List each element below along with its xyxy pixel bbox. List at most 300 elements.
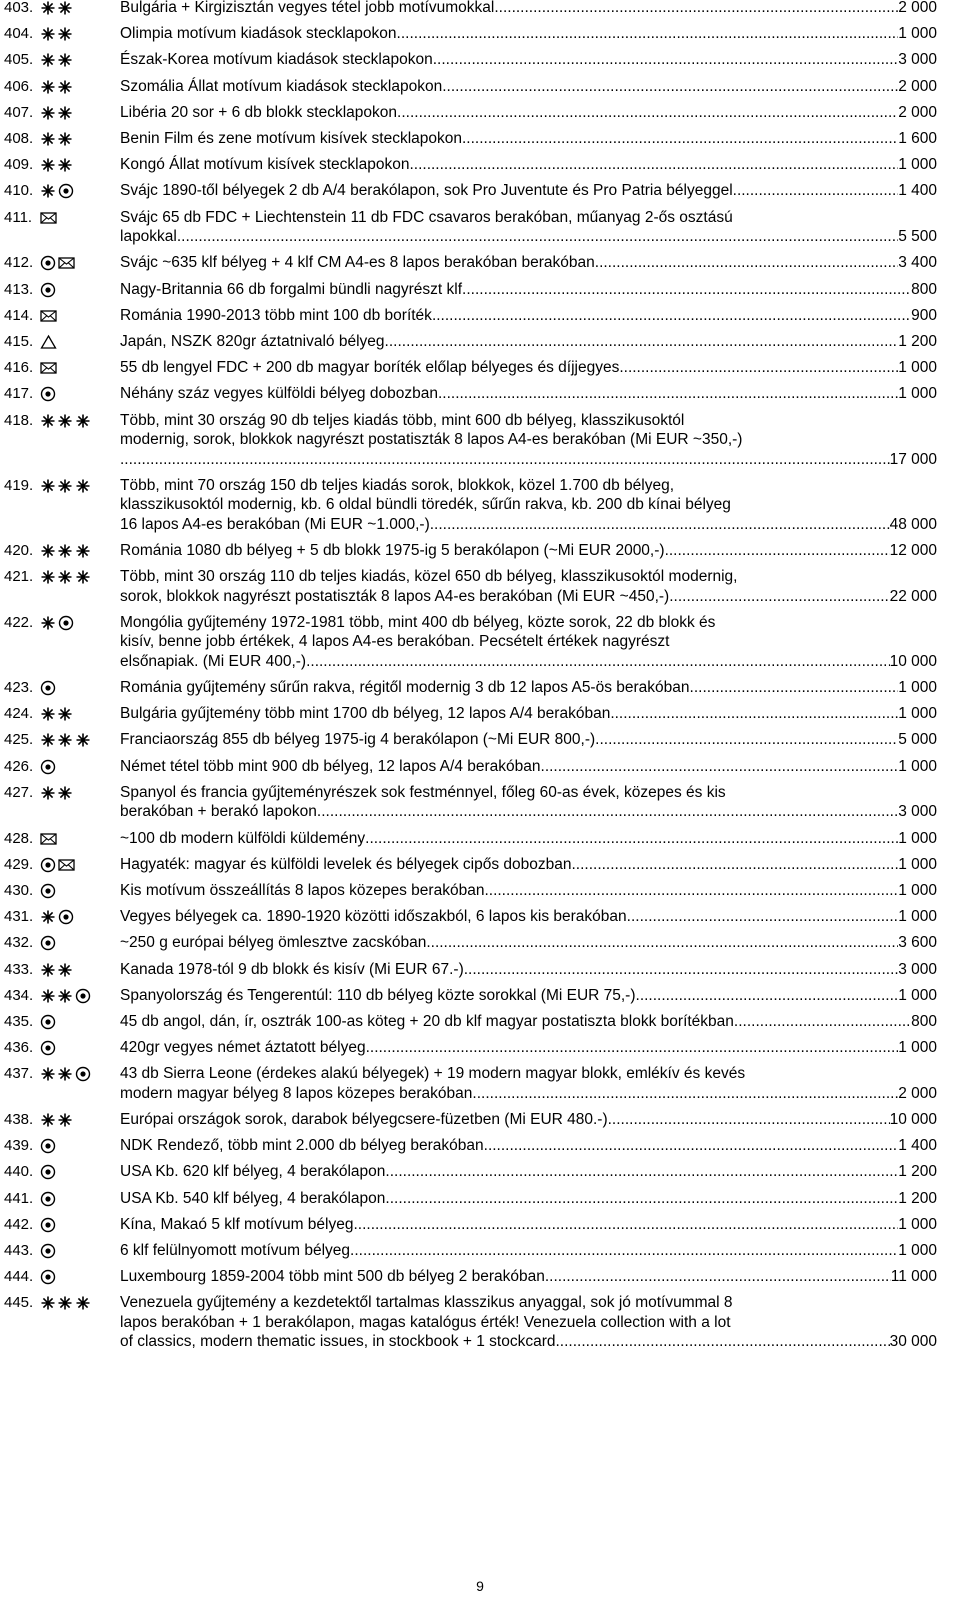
cover-envelope-icon: [40, 360, 58, 376]
used-postmark-icon: [75, 988, 92, 1004]
condition-symbols: [40, 615, 75, 631]
lot-price: 1 000: [898, 1242, 937, 1259]
lot-number: 410.: [4, 182, 34, 200]
lot-number: 423.: [4, 679, 34, 696]
mint-never-hinged-icon: [40, 131, 74, 147]
lot-number: 412.: [4, 254, 34, 272]
lot-price: 1 200: [898, 1163, 937, 1181]
lot-description: [120, 476, 937, 535]
dot-leader: [438, 384, 898, 404]
condition-symbols: [40, 52, 74, 68]
lot-price: 1 000: [898, 881, 937, 899]
lot-price: 2 000: [898, 0, 937, 16]
used-postmark-icon: [40, 759, 57, 775]
used-postmark-icon: [40, 386, 57, 402]
description-line: Nagy-Britannia 66 db forgalmi bündli nagyrészt klf: [120, 280, 463, 298]
description-line: Románia 1080 db bélyeg + 5 db blokk 1975-ig 5 berakólapon (~Mi EUR 2000,-): [120, 541, 665, 559]
description-line: berakóban + berakó lapokon: [120, 803, 317, 821]
condition-symbols: [40, 1014, 57, 1030]
lot-price: 12 000: [889, 541, 937, 559]
lot-description: [120, 1110, 937, 1130]
lot-description: [120, 253, 937, 273]
lot-price: 2 000: [898, 103, 937, 121]
lot-number: 438.: [4, 1111, 34, 1128]
description-line: Szomália Állat motívum kiadások stecklapokon: [120, 77, 443, 95]
dot-leader: [472, 1084, 898, 1104]
mint-hinged-icon: [75, 732, 92, 748]
dot-leader: [608, 1110, 890, 1130]
description-line: Európai országok sorok, darabok bélyegcsere-füzetben (Mi EUR 480.-): [120, 1111, 608, 1128]
description-line: Románia gyűjtemény sűrűn rakva, régitől modernig 3 db 12 lapos A5-ös berakóban: [120, 679, 690, 696]
used-postmark-icon: [58, 183, 75, 199]
condition-symbols: [40, 680, 57, 696]
lot-price: 10 000: [889, 652, 937, 670]
lot-number: 433.: [4, 960, 34, 978]
lot-description: [120, 332, 937, 352]
condition-symbols: [40, 1269, 57, 1285]
description-line: 45 db angol, dán, ír, osztrák 100-as köteg + 20 db klf magyar postatiszta blokk borítékban: [120, 1012, 734, 1030]
condition-symbols: [40, 962, 74, 978]
lot-number: 411.: [4, 208, 33, 226]
lot-price: 1 400: [898, 1137, 937, 1155]
lot-description: [120, 829, 937, 849]
condition-symbols: [40, 157, 74, 173]
description-line: Kína, Makaó 5 klf motívum bélyeg: [120, 1215, 354, 1233]
condition-symbols: [40, 988, 92, 1004]
lot-price: 3 000: [898, 960, 937, 978]
mint-hinged-icon: [40, 183, 57, 199]
lot-number: 425.: [4, 731, 34, 749]
lot-number: 403.: [4, 0, 34, 16]
dot-leader: [665, 541, 890, 561]
description-line: USA Kb. 620 klf bélyeg, 4 berakólapon: [120, 1163, 386, 1181]
mint-never-hinged-icon: [40, 79, 74, 95]
lot-price: 800: [911, 1012, 937, 1030]
lot-price: 800: [911, 280, 937, 298]
dot-leader: [317, 802, 898, 822]
dot-leader: [484, 1136, 899, 1156]
dot-leader: [409, 155, 898, 175]
condition-symbols: [40, 706, 74, 722]
lot-description: [120, 1012, 937, 1032]
lot-number: 439.: [4, 1137, 34, 1155]
condition-symbols: [40, 935, 57, 951]
lot-price: 1 000: [898, 986, 937, 1004]
cover-envelope-icon: [58, 255, 76, 271]
lot-number: 434.: [4, 986, 34, 1004]
description-line: Észak-Korea motívum kiadások stecklapokon: [120, 51, 433, 69]
condition-symbols: [40, 0, 74, 16]
mint-never-hinged-icon: [40, 105, 74, 121]
condition-symbols: [40, 831, 58, 847]
dot-leader: [619, 358, 898, 378]
condition-symbols: [40, 1112, 74, 1128]
dot-leader: [120, 450, 890, 470]
lot-description: [120, 1038, 937, 1058]
used-postmark-icon: [40, 935, 57, 951]
description-line: Benin Film és zene motívum kisívek stecklapokon: [120, 130, 462, 147]
cover-envelope-icon: [40, 831, 58, 847]
lot-price: 1 200: [898, 332, 937, 350]
description-line: 43 db Sierra Leone (érdekes alakú bélyegek) + 19 modern magyar blokk, emlékív és kevés: [120, 1065, 746, 1083]
lot-number: 431.: [4, 908, 34, 926]
used-postmark-icon: [40, 1191, 57, 1207]
lot-description: [120, 541, 937, 561]
lot-price: 48 000: [889, 515, 937, 533]
dot-leader: [426, 933, 898, 953]
lot-price: 900: [911, 306, 937, 324]
description-line: 16 lapos A4-es berakóban (Mi EUR ~1.000,-): [120, 515, 430, 533]
used-postmark-icon: [40, 1138, 57, 1154]
description-line: Mongólia gyűjtemény 1972-1981 több, mint 400 db bélyeg, közte sorok, 22 db blokk és: [120, 613, 716, 631]
description-line: Svájc 65 db FDC + Liechtenstein 11 db FDC csavaros berakóban, műanyag 2-ős osztású: [120, 208, 733, 226]
no-gum-triangle-icon: [40, 334, 57, 350]
condition-symbols: [40, 1138, 57, 1154]
lot-price: 1 600: [898, 130, 937, 147]
lot-number: 443.: [4, 1242, 34, 1259]
description-line: Kanada 1978-tól 9 db blokk és kisív (Mi EUR 67.-): [120, 960, 464, 978]
mint-never-hinged-icon: [40, 478, 74, 494]
description-line: NDK Rendező, több mint 2.000 db bélyeg berakóban: [120, 1137, 484, 1155]
description-line: Hagyaték: magyar és külföldi levelek és bélyegek cipős dobozban: [120, 855, 572, 873]
condition-symbols: [40, 255, 76, 271]
used-postmark-icon: [40, 1217, 57, 1233]
dot-leader: [494, 0, 898, 18]
condition-symbols: [40, 26, 74, 42]
lot-description: [120, 411, 937, 470]
lot-price: 1 000: [898, 1039, 937, 1057]
lot-description: [120, 613, 937, 672]
lot-price: 5 000: [898, 731, 937, 749]
condition-symbols: [40, 210, 58, 226]
dot-leader: [595, 253, 898, 273]
description-line: modern magyar bélyeg 8 lapos közepes berakóban: [120, 1084, 473, 1102]
condition-symbols: [40, 282, 57, 298]
lot-number: 442.: [4, 1215, 34, 1233]
lot-description: [120, 783, 937, 822]
description-line: sorok, blokkok nagyrészt postatiszták 8 lapos A4-es berakóban (Mi EUR ~450,-): [120, 587, 670, 605]
used-postmark-icon: [40, 1040, 57, 1056]
description-line: Luxembourg 1859-2004 több mint 500 db bélyeg 2 berakóban: [120, 1268, 545, 1286]
mint-hinged-icon: [75, 478, 92, 494]
description-line: Japán, NSZK 820gr áztatnivaló bélyeg: [120, 332, 385, 350]
lot-description: [120, 24, 937, 44]
lot-number: 416.: [4, 359, 34, 377]
lot-price: 1 000: [898, 855, 937, 873]
condition-symbols: [40, 183, 75, 199]
lot-number: 407.: [4, 103, 34, 121]
used-postmark-icon: [75, 1066, 92, 1082]
description-line: Svájc ~635 klf bélyeg + 4 klf CM A4-es 8 lapos berakóban berakóban: [120, 254, 595, 272]
dot-leader: [571, 855, 898, 875]
lot-number: 441.: [4, 1189, 34, 1207]
condition-symbols: [40, 857, 76, 873]
dot-leader: [430, 515, 890, 535]
lot-price: 3 400: [898, 254, 937, 272]
lot-number: 426.: [4, 757, 34, 775]
lot-number: 424.: [4, 705, 34, 723]
mint-never-hinged-icon: [40, 0, 74, 16]
description-line: Több, mint 30 ország 110 db teljes kiadás, közel 650 db bélyeg, klasszikusoktól modernig,: [120, 568, 738, 586]
lot-price: 3 000: [898, 51, 937, 69]
condition-symbols: [40, 1066, 92, 1082]
lot-number: 406.: [4, 77, 34, 95]
lot-description: [120, 757, 937, 777]
description-line: Bulgária + Kirgizisztán vegyes tétel jobb motívumokkal: [120, 0, 495, 16]
lot-number: 421.: [4, 568, 34, 586]
condition-symbols: [40, 1040, 57, 1056]
lot-number: 409.: [4, 156, 34, 174]
used-postmark-icon: [40, 680, 57, 696]
dot-leader: [464, 960, 898, 980]
lot-price: 22 000: [889, 587, 937, 605]
lot-number: 428.: [4, 829, 34, 847]
condition-symbols: [40, 569, 92, 585]
dot-leader: [365, 829, 898, 849]
dot-leader: [690, 678, 899, 698]
dot-leader: [541, 757, 899, 777]
description-line: Libéria 20 sor + 6 db blokk stecklapokon: [120, 103, 398, 121]
condition-symbols: [40, 1164, 57, 1180]
lot-description: [120, 103, 937, 123]
description-line: Románia 1990-2013 több mint 100 db boríték: [120, 306, 432, 324]
lot-number: 440.: [4, 1163, 34, 1181]
description-line: Spanyol és francia gyűjteményrészek sok festménnyel, főleg 60-as évek, közepes és kis: [120, 783, 726, 801]
lot-price: 2 000: [898, 77, 937, 95]
mint-never-hinged-icon: [40, 157, 74, 173]
dot-leader: [734, 1012, 911, 1032]
lot-description: [120, 1215, 937, 1235]
lot-price: 2 000: [898, 1084, 937, 1102]
description-line: USA Kb. 540 klf bélyeg, 4 berakólapon: [120, 1189, 386, 1207]
lot-description: [120, 881, 937, 901]
dot-leader: [177, 227, 898, 247]
lot-description: [120, 208, 937, 247]
dot-leader: [484, 881, 898, 901]
lot-number: 419.: [4, 476, 34, 494]
condition-symbols: [40, 883, 57, 899]
lot-description: [120, 730, 937, 750]
lot-number: 418.: [4, 411, 34, 429]
lot-price: 1 200: [898, 1189, 937, 1207]
mint-never-hinged-icon: [40, 962, 74, 978]
condition-symbols: [40, 131, 74, 147]
description-line: Néhány száz vegyes külföldi bélyeg dobozban: [120, 385, 438, 403]
condition-symbols: [40, 79, 74, 95]
lot-description: [120, 358, 937, 378]
condition-symbols: [40, 732, 92, 748]
condition-symbols: [40, 1217, 57, 1233]
condition-symbols: [40, 785, 74, 801]
dot-leader: [733, 181, 899, 201]
description-line: 420gr vegyes német áztatott bélyeg: [120, 1039, 366, 1057]
lot-description: [120, 907, 937, 927]
condition-symbols: [40, 105, 74, 121]
lot-description: [120, 0, 937, 18]
description-line: of classics, modern thematic issues, in stockbook + 1 stockcard.: [120, 1333, 560, 1351]
description-line: Kis motívum összeállítás 8 lapos közepes berakóban: [120, 881, 485, 899]
lot-number: 415.: [4, 332, 34, 350]
description-line: lapos berakóban + 1 berakólapon, magas katalógus érték! Venezuela collection with a lot: [120, 1313, 731, 1331]
dot-leader: [306, 652, 890, 672]
page-number: 9: [476, 1578, 484, 1594]
lot-description: [120, 1162, 937, 1182]
dot-leader: [462, 129, 898, 149]
lot-price: 1 000: [898, 757, 937, 775]
lot-price: 1 000: [898, 359, 937, 377]
mint-never-hinged-icon: [40, 52, 74, 68]
description-line: Több, mint 70 ország 150 db teljes kiadás sorok, blokkok, közel 1.700 db bélyeg,: [120, 476, 675, 494]
description-line: Német tétel több mint 900 db bélyeg, 12 lapos A/4 berakóban: [120, 757, 541, 775]
used-postmark-icon: [40, 255, 57, 271]
dot-leader: [560, 1332, 890, 1352]
used-postmark-icon: [40, 883, 57, 899]
condition-symbols: [40, 1243, 57, 1259]
mint-never-hinged-icon: [40, 26, 74, 42]
lot-description: [120, 1064, 937, 1103]
dot-leader: [636, 986, 899, 1006]
condition-symbols: [40, 360, 58, 376]
cover-envelope-icon: [58, 857, 76, 873]
lot-price: 3 600: [898, 934, 937, 952]
dot-leader: [432, 306, 911, 326]
description-line: Vegyes bélyegek ca. 1890-1920 közötti időszakból, 6 lapos kis berakóban: [120, 908, 627, 926]
cover-envelope-icon: [40, 308, 58, 324]
lot-number: 408.: [4, 130, 34, 147]
mint-hinged-icon: [75, 413, 92, 429]
lot-description: [120, 1136, 937, 1156]
lot-number: 404.: [4, 25, 34, 43]
description-line: Kongó Állat motívum kisívek stecklapokon: [120, 156, 410, 174]
condition-symbols: [40, 1295, 92, 1311]
lot-number: 414.: [4, 306, 34, 324]
description-line: ~250 g európai bélyeg ömlesztve zacskóban: [120, 934, 427, 952]
description-line: klasszikusoktól modernig, kb. 6 oldal bündli töredék, sűrűn rakva, kb. 200 db kínai bélyeg: [120, 496, 731, 514]
condition-symbols: [40, 909, 75, 925]
lot-description: [120, 1189, 937, 1209]
lot-description: [120, 155, 937, 175]
lot-number: 405.: [4, 51, 34, 69]
dot-leader: [545, 1267, 891, 1287]
lot-description: [120, 77, 937, 97]
condition-symbols: [40, 1191, 57, 1207]
lot-price: 1 000: [898, 1215, 937, 1233]
lot-number: 420.: [4, 541, 34, 559]
used-postmark-icon: [58, 615, 75, 631]
used-postmark-icon: [58, 909, 75, 925]
used-postmark-icon: [40, 857, 57, 873]
lot-price: 17 000: [889, 450, 937, 468]
lot-price: 5 500: [898, 228, 937, 246]
lot-price: 10 000: [889, 1111, 937, 1128]
lot-number: 445.: [4, 1294, 34, 1312]
mint-never-hinged-icon: [40, 413, 74, 429]
condition-symbols: [40, 334, 57, 350]
description-line: 55 db lengyel FDC + 200 db magyar boríték előlap bélyeges és díjjegyes: [120, 359, 620, 377]
description-line: elsőnapiak. (Mi EUR 400,-): [120, 652, 307, 670]
lot-number: 429.: [4, 855, 34, 873]
lot-description: [120, 986, 937, 1006]
used-postmark-icon: [40, 1243, 57, 1259]
dot-leader: [462, 280, 911, 300]
lot-description: [120, 306, 937, 326]
mint-never-hinged-icon: [40, 706, 74, 722]
mint-never-hinged-icon: [40, 988, 74, 1004]
cover-envelope-icon: [40, 210, 58, 226]
mint-never-hinged-icon: [40, 569, 74, 585]
condition-symbols: [40, 308, 58, 324]
lot-description: [120, 181, 937, 201]
dot-leader: [610, 704, 898, 724]
mint-never-hinged-icon: [40, 785, 74, 801]
lot-description: [120, 129, 937, 149]
lot-description: [120, 855, 937, 875]
description-line: Svájc 1890-től bélyegek 2 db A/4 berakólapon, sok Pro Juventute és Pro Patria bélyeggel: [120, 182, 733, 200]
lot-number: 436.: [4, 1039, 34, 1057]
mint-never-hinged-icon: [40, 1295, 74, 1311]
mint-never-hinged-icon: [40, 1066, 74, 1082]
lot-description: [120, 1241, 937, 1261]
lot-description: [120, 933, 937, 953]
lot-description: [120, 384, 937, 404]
dot-leader: [385, 1189, 898, 1209]
lot-description: [120, 1293, 937, 1352]
mint-hinged-icon: [40, 909, 57, 925]
lot-description: [120, 50, 937, 70]
dot-leader: [397, 24, 899, 44]
description-line: Franciaország 855 db bélyeg 1975-ig 4 berakólapon (~Mi EUR 800,-): [120, 731, 596, 749]
lot-price: 11 000: [890, 1268, 937, 1286]
lot-price: 1 000: [898, 25, 937, 43]
dot-leader: [442, 77, 898, 97]
description-line: Bulgária gyűjtemény több mint 1700 db bélyeg, 12 lapos A/4 berakóban: [120, 705, 611, 723]
description-line: ~100 db modern külföldi küldemény: [120, 829, 366, 847]
lot-price: 1 000: [898, 829, 937, 847]
lot-number: 435.: [4, 1012, 34, 1030]
lot-description: [120, 567, 937, 606]
lot-price: 30 000: [889, 1333, 937, 1351]
description-line: lapokkal: [120, 228, 177, 246]
lot-number: 427.: [4, 783, 34, 801]
condition-symbols: [40, 413, 92, 429]
lot-number: 444.: [4, 1268, 34, 1286]
dot-leader: [385, 332, 899, 352]
lot-price: 1 400: [898, 182, 937, 200]
lot-number: 430.: [4, 881, 34, 899]
condition-symbols: [40, 386, 57, 402]
dot-leader: [385, 1162, 898, 1182]
mint-hinged-icon: [75, 543, 92, 559]
description-line: 6 klf felülnyomott motívum bélyeg: [120, 1242, 351, 1259]
mint-never-hinged-icon: [40, 732, 74, 748]
used-postmark-icon: [40, 1269, 57, 1285]
lot-description: [120, 678, 937, 698]
lot-number: 422.: [4, 613, 34, 631]
mint-hinged-icon: [75, 1295, 92, 1311]
lot-price: 1 000: [898, 156, 937, 174]
dot-leader: [366, 1038, 899, 1058]
used-postmark-icon: [40, 282, 57, 298]
mint-hinged-icon: [40, 615, 57, 631]
description-line: kisív, benne jobb értékek, 4 lapos A4-es berakóban. Pecsételt értékek nagyrészt: [120, 633, 670, 651]
lot-price: 1 000: [898, 705, 937, 723]
dot-leader: [353, 1215, 898, 1235]
description-line: Venezuela gyűjtemény a kezdetektől tartalmas klasszikus anyaggal, sok jó motívummal 8: [120, 1294, 733, 1312]
description-line: Több, mint 30 ország 90 db teljes kiadás több, mint 600 db bélyeg, klasszikusoktól: [120, 411, 685, 429]
mint-never-hinged-icon: [40, 543, 74, 559]
lot-price: 3 000: [898, 803, 937, 821]
dot-leader: [397, 103, 898, 123]
